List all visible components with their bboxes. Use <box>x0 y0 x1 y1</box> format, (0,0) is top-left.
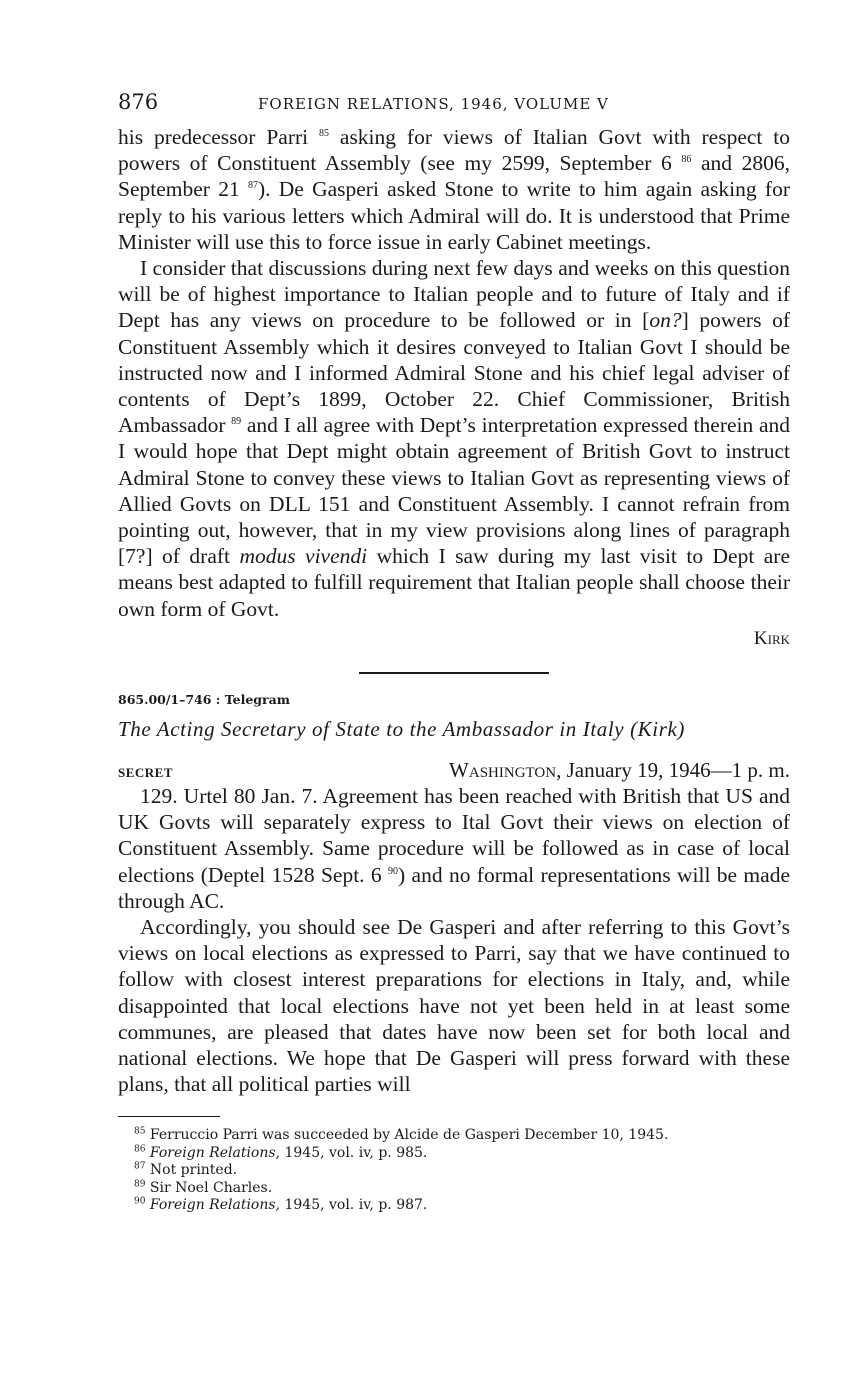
page-number: 876 <box>118 90 159 114</box>
footnote-ref[interactable]: 90 <box>388 865 399 877</box>
classification-label: SECRET <box>118 765 174 781</box>
editorial-insertion: on? <box>649 308 682 333</box>
file-reference: 865.00/1–746 : Telegram <box>118 692 290 708</box>
footnote-ref[interactable]: 86 <box>681 154 692 166</box>
section-divider <box>359 672 549 674</box>
paragraph: I consider that discussions during next few days and weeks on this question will be of highest importance to Italian people and to future of Italy and if Dept has any views on procedure to be followed or in [on?] powers of Constituent Assembly which it desires conveyed to Italian Govt I should be instructed now and I informed Admiral Stone and his chief legal adviser of contents of Dept’s 1899, October 22. Chief Commissioner, British Ambassador $^{89}$ and I all agree with Dept’s interpretation expressed therein and I would hope that Dept might obtain agreement of British Govt to instruct Admiral Stone to convey these views to Italian Govt as representing views of Allied Govts on DLL 151 and Constituent Assembly. I cannot refrain from pointing out, however, that in my view provisions along lines of paragraph [7?] of draft modus vivendi which I saw during my last visit to Dept are means best adapted to fulfill requirement that Italian people shall choose their own form of Govt. <box>118 256 791 621</box>
footnote: $^{85}$ Ferruccio Parri was succeeded by Alcide de Gasperi December 10, 1945. <box>134 1126 669 1143</box>
footnote: $^{87}$ Not printed. <box>134 1161 238 1178</box>
new-telegram <box>118 783 790 1097</box>
footnote: $^{89}$ Sir Noel Charles. <box>134 1178 273 1196</box>
place-date <box>449 758 790 783</box>
footnote: $^{86}$ Foreign Relations, 1945, vol. iv, p. 985. <box>134 1143 428 1161</box>
italic-phrase: modus vivendi <box>239 544 368 569</box>
footnotes <box>118 1127 790 1215</box>
footnote-ref[interactable]: 85 <box>319 127 330 139</box>
place: Washington <box>449 758 557 783</box>
page-header <box>118 90 790 124</box>
running-title: FOREIGN RELATIONS, 1946, VOLUME V <box>258 95 609 113</box>
dateline <box>118 758 790 783</box>
date: , January 19, 1946—1 p. m. <box>556 758 790 783</box>
continued-telegram <box>118 124 790 652</box>
document-title: The Acting Secretary of State to the Ambassador in Italy (Kirk) <box>118 717 686 742</box>
footnote-ref[interactable]: 87 <box>247 180 258 192</box>
signature: Kirk <box>753 627 790 649</box>
paragraph: Accordingly, you should see De Gasperi and after referring to this Govt’s views on local elections as expressed to Parri, say that we have continued to follow with closest interest preparations for elections in Italy, and, while disappointed that local elections have not yet been held in at least some communes, are pleased that dates have now been set for both local and national elections. We hope that De Gasperi will press forward with these plans, that all political parties will <box>118 915 790 1097</box>
footnote-rule <box>118 1116 220 1118</box>
footnote: $^{90}$ Foreign Relations, 1945, vol. iv, p. 987. <box>134 1196 428 1213</box>
paragraph: his predecessor Parri $^{85}$ asking for views of Italian Govt with respect to powers of Constituent Assembly (see my 2599, September 6 $^{86}$ and 2806, September 21 $^{87}$). De Gasperi asked Stone to write to him again asking for reply to his various letters which Admiral will do. It is understood that Prime Minister will use this to force issue in early Cabinet meetings. <box>118 125 790 254</box>
footnote-ref[interactable]: 89 <box>231 416 242 428</box>
document-page <box>118 90 790 1215</box>
paragraph: 129. Urtel 80 Jan. 7. Agreement has been reached with British that US and UK Govts will separately express to Ital Govt their views on election of Constituent Assembly. Same procedure will be followed as in case of local elections (Deptel 1528 Sept. 6 $^{90}$) and no formal representations will be made through AC. <box>118 784 790 913</box>
